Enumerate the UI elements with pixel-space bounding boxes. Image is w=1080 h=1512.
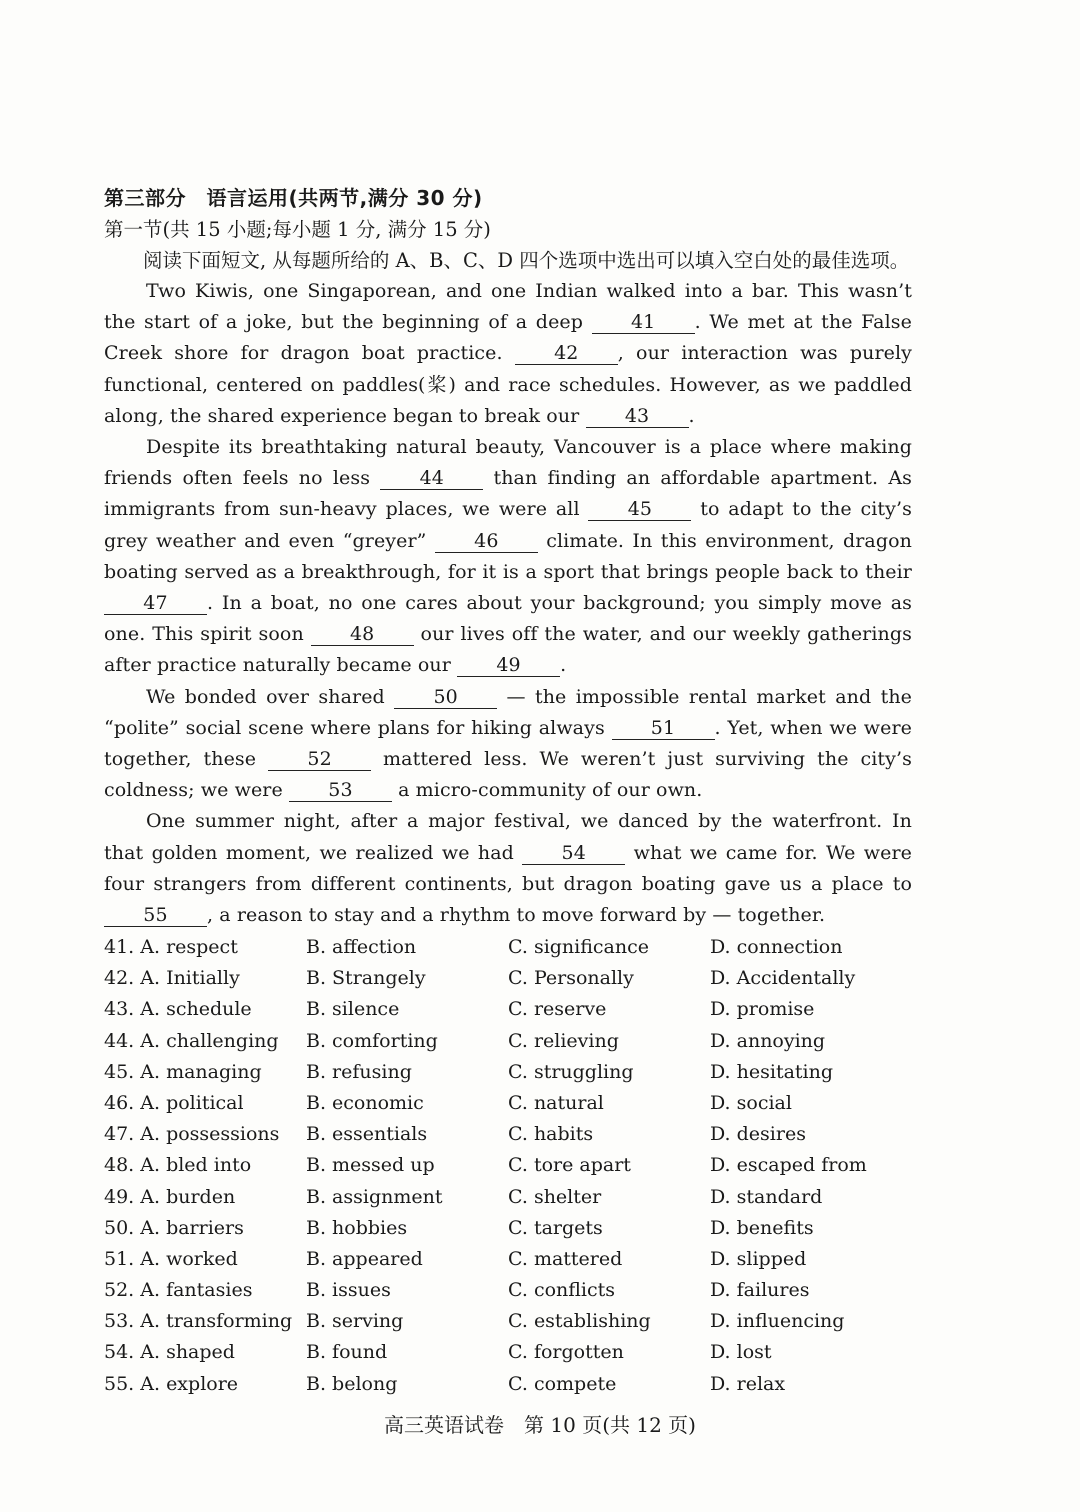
answer-options [104,932,912,1400]
cloze-passage [104,276,912,931]
passage-text: . Yet, when we were together, these [104,716,912,771]
option-text: C. targets [508,1216,603,1239]
passage-text: . [560,654,567,677]
option-text: D. hesitating [710,1060,834,1083]
option-text: D. slipped [710,1247,807,1270]
passage-text: our lives off the water, and our weekly gatherings after practice naturally became our [104,623,912,677]
option-text: C. establishing [508,1310,651,1333]
option-text: C. natural [508,1091,604,1114]
option-text: D. promise [710,998,815,1021]
passage-text: . [688,404,695,427]
option-d [710,994,912,1025]
option-c [508,1088,710,1119]
blank-46: 46 [435,530,538,553]
option-text: B. messed up [306,1154,435,1177]
option-c [508,932,710,963]
question-number: 42. [104,967,135,990]
option-text: A. barriers [140,1216,244,1239]
option-row [104,1057,912,1088]
option-c [508,1369,710,1400]
option-text: D. standard [710,1185,823,1208]
blank-55: 55 [104,904,207,927]
blank-52: 52 [268,748,371,771]
option-a [104,1306,306,1337]
option-text: A. explore [140,1372,239,1395]
option-row [104,1088,912,1119]
option-text: A. bled into [140,1154,252,1177]
option-d [710,1119,912,1150]
option-a [104,1150,306,1181]
option-c [508,1026,710,1057]
option-text: B. Strangely [306,967,426,990]
option-text: B. hobbies [306,1216,408,1239]
option-a [104,1026,306,1057]
option-a [104,1213,306,1244]
option-text: B. found [306,1341,388,1364]
option-text: D. annoying [710,1029,826,1052]
option-text: B. issues [306,1279,391,1302]
option-row [104,1275,912,1306]
option-b [306,1369,508,1400]
option-c [508,1119,710,1150]
option-d [710,932,912,963]
option-text: B. economic [306,1091,424,1114]
exam-page [104,183,912,931]
passage-text: . We met at the False Creek shore for dragon boat practice. [104,311,912,365]
option-text: C. mattered [508,1247,623,1270]
option-a [104,1369,306,1400]
passage-text: Despite its breathtaking natural beauty, Vancouver is a place where making friends often feels no less [104,436,912,490]
option-a [104,994,306,1025]
option-text: C. Personally [508,967,634,990]
option-text: D. influencing [710,1310,845,1333]
passage-paragraph [104,276,912,432]
option-row [104,1213,912,1244]
option-c [508,1182,710,1213]
option-row [104,1182,912,1213]
option-text: C. struggling [508,1060,634,1083]
option-b [306,963,508,994]
option-d [710,1150,912,1181]
passage-text: One summer night, after a major festival, we danced by the waterfront. In that golden moment, we realized we had [104,810,912,864]
option-d [710,1088,912,1119]
option-c [508,994,710,1025]
option-c [508,1306,710,1337]
passage-paragraph [104,432,912,682]
option-a [104,1057,306,1088]
question-number: 45. [104,1060,135,1083]
option-c [508,1150,710,1181]
option-b [306,1337,508,1368]
option-text: A. shaped [140,1341,235,1364]
option-text: D. benefits [710,1216,814,1239]
option-d [710,1306,912,1337]
option-text: D. Accidentally [710,967,856,990]
option-b [306,1088,508,1119]
option-text: D. failures [710,1279,810,1302]
question-number: 43. [104,998,135,1021]
option-text: C. shelter [508,1185,602,1208]
section-title: 第一节(共 15 小题;每小题 1 分, 满分 15 分) [104,218,491,241]
blank-44: 44 [380,467,483,490]
option-b [306,1213,508,1244]
option-text: B. belong [306,1372,398,1395]
option-b [306,1244,508,1275]
option-row [104,1150,912,1181]
option-text: A. challenging [140,1029,279,1052]
option-row [104,1337,912,1368]
option-d [710,1057,912,1088]
passage-text: than finding an affordable apartment. As immigrants from sun-heavy places, we were all [104,467,913,521]
option-c [508,1244,710,1275]
option-text: B. serving [306,1310,404,1333]
option-text: B. appeared [306,1247,423,1270]
option-c [508,1213,710,1244]
question-number: 51. [104,1247,135,1270]
option-d [710,1369,912,1400]
option-b [306,1275,508,1306]
option-text: A. respect [140,936,238,958]
option-b [306,1119,508,1150]
question-number: 53. [104,1310,135,1333]
option-c [508,1057,710,1088]
option-text: C. compete [508,1372,617,1395]
part-title: 第三部分 语言运用(共两节,满分 30 分) [104,186,483,210]
option-text: C. tore apart [508,1154,631,1177]
option-text: C. significance [508,936,650,958]
blank-48: 48 [311,623,414,646]
option-b [306,1306,508,1337]
passage-text: to adapt to the city’s grey weather and even “greyer” [104,498,912,552]
option-a [104,1275,306,1306]
option-row [104,963,912,994]
passage-text: mattered less. We weren’t just surviving the city’s coldness; we were [104,748,912,802]
question-number: 46. [104,1091,135,1114]
option-text: A. worked [140,1247,238,1270]
option-b [306,1026,508,1057]
option-d [710,1244,912,1275]
question-number: 55. [104,1372,135,1395]
passage-paragraph [104,806,912,931]
passage-text: what we came for. We were four strangers from different continents, but dragon boating gave us a place to [104,841,912,895]
option-d [710,1182,912,1213]
question-number: 44. [104,1029,135,1052]
option-row [104,1244,912,1275]
option-row [104,1369,912,1400]
question-number: 54. [104,1341,135,1364]
option-text: B. comforting [306,1029,438,1052]
option-text: A. transforming [140,1310,293,1333]
option-text: A. Initially [140,967,240,990]
blank-49: 49 [457,654,560,677]
option-text: A. schedule [140,998,252,1021]
option-c [508,1275,710,1306]
option-text: C. reserve [508,998,607,1021]
blank-51: 51 [612,717,715,740]
option-row [104,1026,912,1057]
option-text: A. managing [140,1060,262,1083]
question-number: 52. [104,1279,135,1302]
option-text: C. relieving [508,1029,619,1052]
passage-text: climate. In this environment, dragon boating served as a breakthrough, for it is a sport that brings people back to their [104,529,912,583]
option-text: A. fantasies [140,1279,253,1302]
option-text: A. possessions [140,1123,280,1146]
option-row [104,1119,912,1150]
option-text: D. social [710,1091,792,1114]
blank-47: 47 [104,592,207,615]
option-b [306,1150,508,1181]
option-a [104,932,306,963]
blank-41: 41 [592,311,695,334]
option-d [710,1275,912,1306]
option-text: D. desires [710,1123,806,1146]
blank-50: 50 [394,686,497,709]
passage-text: — the impossible rental market and the “polite” social scene where plans for hiking always [104,685,912,739]
option-text: C. conflicts [508,1279,616,1302]
option-text: C. habits [508,1123,594,1146]
option-text: D. escaped from [710,1154,867,1177]
question-number: 47. [104,1123,135,1146]
instruction: 阅读下面短文, 从每题所给的 A、B、C、D 四个选项中选出可以填入空白处的最佳选项。 [143,249,910,272]
option-d [710,1026,912,1057]
option-c [508,1337,710,1368]
question-number: 50. [104,1216,135,1239]
blank-53: 53 [289,779,392,802]
option-row [104,994,912,1025]
option-a [104,1182,306,1213]
option-d [710,1337,912,1368]
question-number: 49. [104,1185,135,1208]
passage-text: a micro-community of our own. [391,779,703,802]
option-a [104,1337,306,1368]
option-b [306,1182,508,1213]
passage-text: , our interaction was purely functional, centered on paddles(桨) and race schedules. However, as we paddled along, the shared experience began to break our [104,342,913,427]
option-a [104,1088,306,1119]
blank-43: 43 [586,405,689,428]
option-c [508,963,710,994]
passage-text: We bonded over shared [146,685,395,708]
passage-text: . In a boat, no one cares about your background; you simply move as one. This spirit soon [104,592,912,646]
option-text: C. forgotten [508,1341,624,1364]
option-text: A. political [140,1091,244,1114]
option-row [104,1306,912,1337]
option-b [306,932,508,963]
option-row [104,932,912,963]
option-b [306,994,508,1025]
passage-text: Two Kiwis, one Singaporean, and one Indian walked into a bar. This wasn’t the start of a joke, but the beginning of a deep [104,280,912,334]
option-text: B. essentials [306,1123,428,1146]
question-number: 48. [104,1154,135,1177]
option-text: B. affection [306,936,417,958]
option-d [710,1213,912,1244]
page-footer: 高三英语试卷 第 10 页(共 12 页) [384,1413,696,1437]
passage-paragraph [104,682,912,807]
blank-54: 54 [522,842,625,865]
blank-45: 45 [588,498,691,521]
option-text: D. lost [710,1341,772,1364]
option-b [306,1057,508,1088]
option-d [710,963,912,994]
option-a [104,1244,306,1275]
option-text: A. burden [140,1185,236,1208]
option-text: D. relax [710,1372,786,1395]
option-text: D. connection [710,936,843,958]
option-text: B. assignment [306,1185,443,1208]
option-text: B. refusing [306,1060,412,1083]
option-a [104,1119,306,1150]
option-a [104,963,306,994]
passage-text: , a reason to stay and a rhythm to move forward by — together. [207,904,826,927]
blank-42: 42 [515,342,618,365]
question-number: 41. [104,936,135,958]
option-text: B. silence [306,998,400,1021]
